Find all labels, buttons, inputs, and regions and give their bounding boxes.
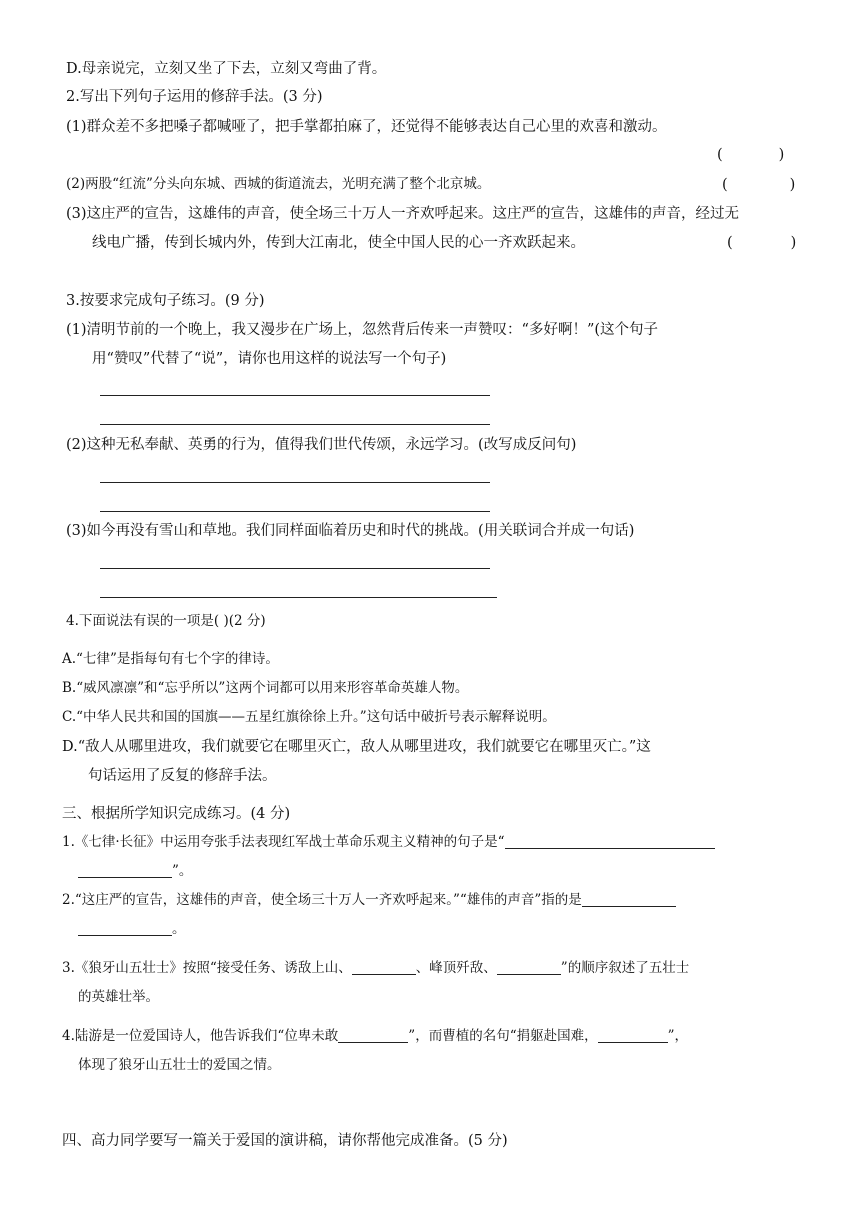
q4-option-d-line-2: 句话运用了反复的修辞手法。: [88, 768, 277, 784]
q3-item-1-line-2: 用“赞叹”代替了“说”，请你也用这样的说法写一个句子): [92, 351, 447, 367]
section3-item-4-blank-b[interactable]: [598, 1042, 668, 1043]
q4-option-a: A.“七律”是指每句有七个字的律诗。: [62, 651, 279, 667]
section3-item-1-blank-b[interactable]: [78, 877, 172, 878]
q3-heading: 3.按要求完成句子练习。(9 分): [66, 293, 265, 309]
section3-item-4-blank-a[interactable]: [338, 1042, 408, 1043]
section3-item-1: 1.《七律·长征》中运用夸张手法表现红军战士革命乐观主义精神的句子是“: [62, 836, 715, 850]
q3-item-1-answer-line-1[interactable]: [100, 395, 490, 396]
q2-item-2: (2)两股“红流”分头向东城、西城的街道流去，光明充满了整个北京城。: [66, 176, 491, 192]
section4-heading: 四、高力同学要写一篇关于爱国的演讲稿，请你帮他完成准备。(5 分): [62, 1133, 508, 1149]
q4-option-b: B.“威风凛凛”和“忘乎所以”这两个词都可以用来形容革命英雄人物。: [62, 680, 469, 696]
q3-item-2-answer-line-2[interactable]: [100, 511, 490, 512]
section3-item-4-line-2: 体现了狼牙山五壮士的爱国之情。: [78, 1057, 281, 1073]
section3-item-3-line-2: 的英雄壮举。: [78, 989, 159, 1005]
section3-item-2-blank-b[interactable]: [78, 935, 172, 936]
section3-item-2-blank-a[interactable]: [582, 906, 676, 907]
q4-heading: 4.下面说法有误的一项是( )(2 分): [66, 613, 266, 629]
section3-item-1-blank-a[interactable]: [505, 848, 715, 849]
q3-item-2-answer-line-1[interactable]: [100, 482, 490, 483]
q2-answer-paren-3: ( ): [727, 235, 797, 251]
q1-option-d: D.母亲说完，立刻又坐了下去，立刻又弯曲了背。: [66, 61, 387, 77]
q3-item-3-answer-line-1[interactable]: [100, 568, 490, 569]
section3-item-2-line-2: 。: [78, 923, 186, 937]
section3-item-3-blank-b[interactable]: [497, 974, 561, 975]
q3-item-1-answer-line-2[interactable]: [100, 424, 490, 425]
q3-item-3: (3)如今再没有雪山和草地。我们同样面临着历史和时代的挑战。(用关联词合并成一句话): [66, 523, 635, 539]
section3-item-4: 4.陆游是一位爱国诗人，他告诉我们“位卑未敢 ”，而曹植的名句“捐躯赴国难， ”，: [62, 1028, 689, 1044]
q2-heading: 2.写出下列句子运用的修辞手法。(3 分): [66, 89, 323, 105]
section3-item-1-line-2: ”。: [78, 865, 192, 879]
q2-item-1: (1)群众差不多把嗓子都喊哑了，把手掌都拍麻了，还觉得不能够表达自己心里的欢喜和激动。: [66, 119, 667, 135]
q2-item-3-line-2: 线电广播，传到长城内外，传到大江南北，使全中国人民的心一齐欢跃起来。: [92, 235, 585, 251]
q4-option-c: C.“中华人民共和国的国旗——五星红旗徐徐上升。”这句话中破折号表示解释说明。: [62, 709, 556, 725]
section3-heading: 三、根据所学知识完成练习。(4 分): [62, 806, 291, 822]
section3-item-2: 2.“这庄严的宣告，这雄伟的声音，使全场三十万人一齐欢呼起来。”“雄伟的声音”指的是: [62, 894, 676, 908]
section3-item-3-blank-a[interactable]: [352, 974, 416, 975]
q3-item-3-answer-line-2[interactable]: [100, 597, 497, 598]
section3-item-3: 3.《狼牙山五壮士》按照“接受任务、诱敌上山、 、峰顶歼敌、 ”的顺序叙述了五壮士: [62, 960, 690, 976]
q2-answer-paren-2: ( ): [722, 177, 796, 193]
q4-option-d-line-1: D.“敌人从哪里进攻，我们就要它在哪里灭亡，敌人从哪里进攻，我们就要它在哪里灭亡。”这: [62, 739, 651, 755]
q2-item-3-line-1: (3)这庄严的宣告，这雄伟的声音，使全场三十万人一齐欢呼起来。这庄严的宣告，这雄伟的声音，经过无: [66, 206, 740, 222]
q3-item-1-line-1: (1)清明节前的一个晚上，我又漫步在广场上，忽然背后传来一声赞叹：“多好啊！”(这个句子: [66, 322, 659, 338]
q2-answer-paren-1: ( ): [717, 147, 785, 163]
q3-item-2: (2)这种无私奉献、英勇的行为，值得我们世代传颂，永远学习。(改写成反问句): [66, 437, 577, 453]
